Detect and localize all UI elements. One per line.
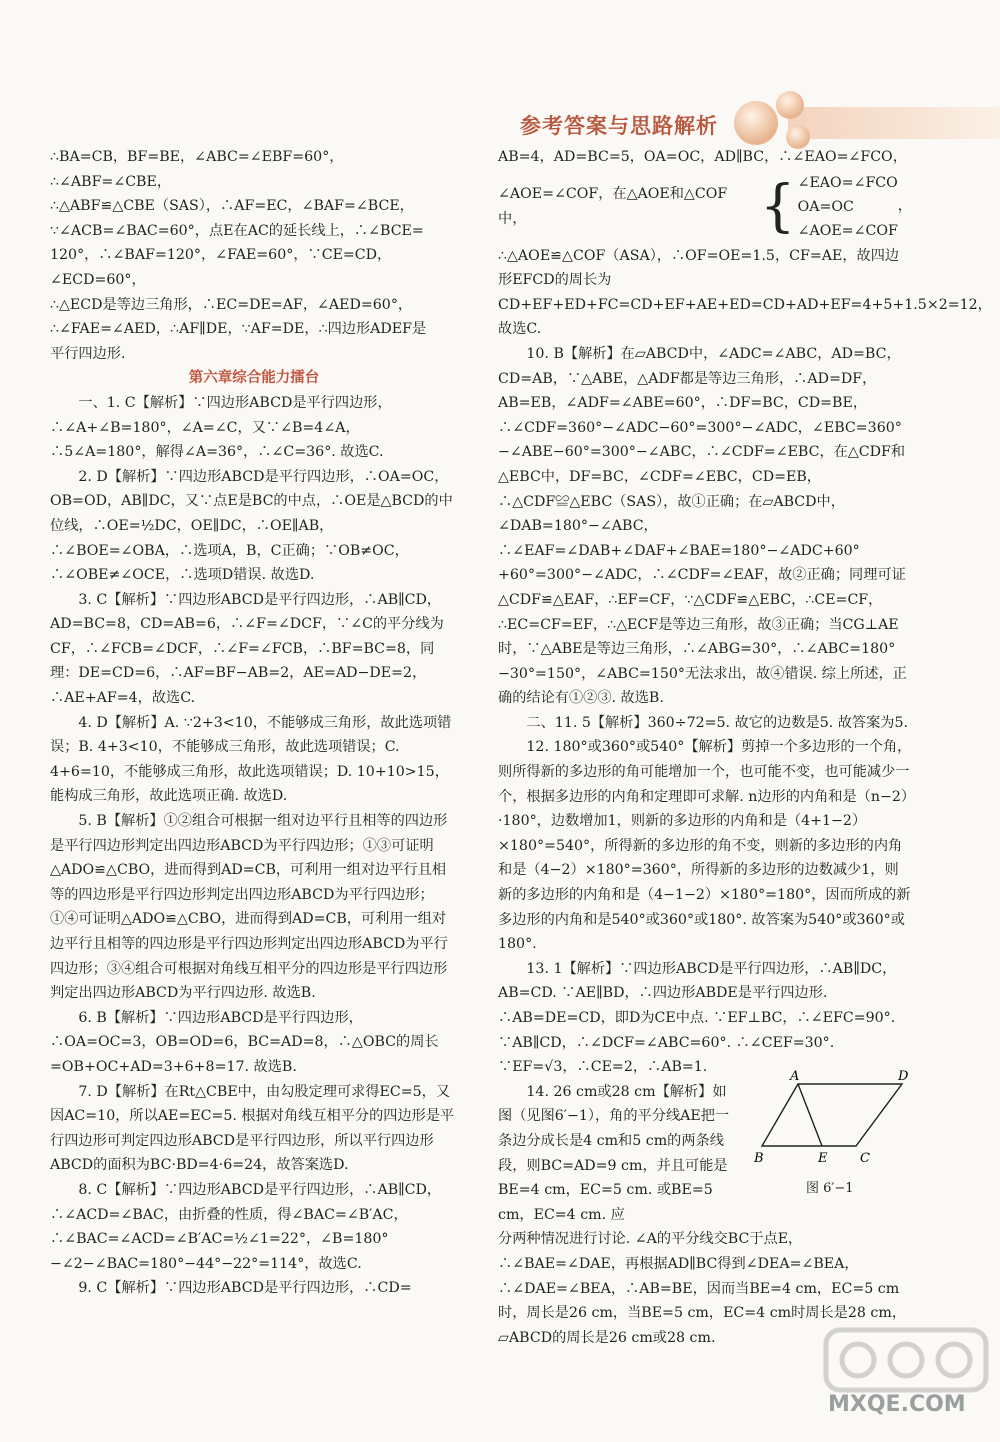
text-line: 120°，∴∠BAF=120°，∠FAE=60°，∵CE=CD，∠ECD=60°， <box>50 247 392 288</box>
watermark-text: MXQE.COM <box>828 1392 966 1417</box>
figure-caption: 图 6′−1 <box>806 1181 854 1196</box>
answer-2: 2. D【解析】∵四边形ABCD是平行四边形，∴OA=OC，OB=OD，AB∥DC，又∵点E是BC的中点，∴OE是△BCD的中位线，∴OE=½DC，OE∥DC，∴OE∥AB，∴∠BOE=∠OBA，∴选项A，B，C正确；∵OB≠OC，∴∠OBE≠∠OCE，∴选项D错误. 故选D. <box>50 468 453 584</box>
answer-1: 一、1. C【解析】∵四边形ABCD是平行四边形，∴∠A+∠B=180°，∠A=∠C，又∵∠B=4∠A，∴5∠A=180°，解得∠A=36°，∴∠C=36°. 故选C. <box>50 394 392 461</box>
answer-8: 8. C【解析】∵四边形ABCD是平行四边形，∴AB∥CD，∴∠ACD=∠BAC，由折叠的性质，得∠BAC=∠B′AC，∴∠BAC=∠ACD=∠B′AC=½∠1=22°，∠B=180°−∠2−∠BAC=180°−44°−22°=114°，故选C. <box>50 1181 442 1272</box>
answer-10: 10. B【解析】在▱ABCD中，∠ADC=∠ABC，AD=BC，CD=AB，∵△ABE，△ADF都是等边三角形，∴AD=DF，AB=EB，∠ADF=∠ABE=60°，∴DF=BC，CD=BE，∴∠CDF=360°−∠ADC−60°=300°−∠ADC，∠EBC=360°−∠ABE−60°=300°−∠ABC，∴∠CDF=∠EBC，在△CDF和△EBC中，DF=BC，∠CDF=∠EBC，CD=EB，∴△CDF≌△EBC（SAS），故①正确；在▱ABCD中，∠DAB=180°−∠ABC，∴∠EAF=∠DAB+∠DAF+∠BAE=180°−∠ADC+60°+60°=300°−∠ADC，∴∠CDF=∠EAF，故②正确；同理可证△CDF≌△EAF，∴EF=CF，∵△CDF≌△EBC，∴CE=CF，∴EC=CF=EF，∴△ECF是等边三角形，故③正确；当CG⊥AE时，∵△ABE是等边三角形，∴∠ABG=30°，∴∠ABC=180°−30°=150°，∠ABC=150°无法求出，故④错误. 综上所述，正确的结论有①②③. 故选B. <box>498 345 907 707</box>
answer-5: 5. B【解析】①②组合可根据一组对边平行且相等的四边形是平行四边形判定出四边形ABCD为平行四边形；①③可证明△ADO≌△CBO，进而得到AD=CB，可利用一组对边平行且相等的四边形是平行四边形判定出四边形ABCD为平行四边形；①④可证明△ADO≌△CBO，进而得到AD=CB，可利用一组对边平行且相等的四边形是平行四边形判定出四边形ABCD为平行四边形；③④组合可根据对角线互相平分的四边形是平行四边形判定出四边形ABCD为平行四边形. 故选B. <box>50 813 448 1002</box>
text-line: ∴BA=CB，BF=BE，∠ABC=∠EBF=60°，∴∠ABF=∠CBE， <box>50 149 344 190</box>
answer-6: 6. B【解析】∵四边形ABCD是平行四边形，∴OA=OC=3，OB=OD=6，BC=AD=8，∴△OBC的周长=OB+OC+AD=3+6+8=17. 故选B. <box>50 1009 439 1075</box>
answer-7: 7. D【解析】在Rt△CBE中，由勾股定理可求得EC=5，又因AC=10，所以AE=EC=5. 根据对角线互相平分的四边形是平行四边形可判定四边形ABCD是平行四边形，所以平行四边形ABCD的面积为BC·BD=4·6=24，故答案选D. <box>50 1083 455 1174</box>
answer-13: 13. 1【解析】∵四边形ABCD是平行四边形，∴AB∥DC，AB=CD. ∵AE∥BD，∴四边形ABDE是平行四边形. ∴AB=DE=CD，即D为CE中点. ∵EF⊥BC，∴∠EFC=90°. ∵AB∥CD，∴∠DCF=∠ABC=60°. ∴∠CEF=30°. ∵EF=√3，∴CE=2，∴AB=1. <box>498 960 897 1076</box>
text-line: ∴△ECD是等边三角形，∴EC=DE=AF，∠AED=60°， <box>50 296 413 313</box>
answer-9-start: 9. C【解析】∵四边形ABCD是平行四边形，∴CD= <box>78 1280 412 1297</box>
answer-12: 12. 180°或360°或540°【解析】剪掉一个多边形的一个角，则所得新的多边形的角可能增加一个，也可能不变，也可能减少一个，根据多边形的内角和定理即可求解. n边形的内角和是（n−2）·180°，边数增加1，则新的多边形的内角和是（4+1−2）×180°=540°，所得新的多边形的角不变，则新的多边形的内角和是（4−2）×180°=360°，所得新的多边形的边数减少1，则新的多边形的内角和是（4−1−2）×180°=180°，因而所成的新多边形的内角和是540°或360°或180°. 故答案为540°或360°或180°. <box>498 739 912 953</box>
left-column <box>50 145 458 1301</box>
answer-9-end: ∴△AOE≌△COF（ASA），∴OF=OE=1.5，CF=AE，故四边形EFCD的周长为CD+EF+ED+FC=CD+EF+AE+ED=CD+AD+EF=4+5+1.5×2=12，故选C. <box>498 247 992 338</box>
section-title: 第六章综合能力擂台 <box>188 370 320 387</box>
answer-4: 4. D【解析】A. ∵2+3<10，不能够成三角形，故此选项错误；B. 4+3<10，不能够成三角形，故此选项错误；C. 4+6=10，不能够成三角形，故此选项错误；D. 10+10>15，能构成三角形，故此选项正确. 故选D. <box>50 714 452 805</box>
answer-9-continued: AB=4，AD=BC=5，OA=OC，AD∥BC，∴∠EAO=∠FCO， <box>498 149 907 165</box>
parallelogram-shape <box>762 1084 902 1146</box>
equation: ∠AOE=∠COF <box>797 222 898 239</box>
text-line: ∵∠ACB=∠BAC=60°，点E在AC的延长线上，∴∠BCE= <box>50 222 424 239</box>
bisector-line <box>798 1084 822 1146</box>
answer-14-wrap: 14. 26 cm或28 cm【解析】如图（见图6′−1），角的平分线AE把一条边分成长是4 cm和5 cm的两条线段，则BC=AD=9 cm，并且可能是BE=4 cm，EC=5 cm. 或BE=5 cm，EC=4 cm. 应 <box>498 1083 730 1223</box>
brace: { <box>759 173 796 239</box>
label-b: B <box>754 1151 764 1166</box>
page-title: 参考答案与思路解析 <box>520 114 718 138</box>
equation: ∠EAO=∠FCO <box>797 174 898 191</box>
label-a: A <box>790 1069 800 1084</box>
answer-3: 3. C【解析】∵四边形ABCD是平行四边形，∴AB∥CD，AD=BC=8，CD=AB=6，∴∠F=∠DCF，∵∠C的平分线为CF，∴∠FCB=∠DCF，∴∠F=∠FCB，∴BF=BC=8，同理：DE=CD=6，∴AF=BF−AB=2，AE=AD−DE=2，∴AE+AF=4，故选C. <box>50 591 444 707</box>
equation-system <box>798 171 898 243</box>
text-line: 平行四边形. <box>50 345 126 362</box>
system-lead: ∠AOE=∠COF，在△AOE和△COF中， <box>498 186 728 227</box>
equation: OA=OC <box>797 198 854 215</box>
system-trail: ， <box>897 198 912 215</box>
label-c: C <box>860 1151 870 1166</box>
answer-14-rest: 分两种情况进行讨论. ∠A的平分线交BC于点E，∴∠BAE=∠DAE，再根据AD∥BC得到∠DEA=∠BEA，∴∠DAE=∠BEA，∴AB=BE，因而当BE=4 cm，EC=5 cm时，周长是26 cm，当BE=5 cm，EC=4 cm时周长是28 cm，▱ABCD的周长是26 cm或28 cm. <box>498 1231 907 1346</box>
answer-11: 二、11. 5【解析】360÷72=5. 故它的边数是5. 故答案为5. <box>526 714 909 731</box>
label-d: D <box>898 1069 909 1084</box>
watermark-logo-icon <box>818 1320 998 1440</box>
page-header <box>0 40 1000 138</box>
label-e: E <box>818 1151 828 1166</box>
text-line: ∴△ABF≌△CBE（SAS），∴AF=EC，∠BAF=∠BCE， <box>50 198 414 215</box>
equation-system-row <box>498 170 912 244</box>
text-line: ∴∠FAE=∠AED，∴AF∥DE，∵AF=DE，∴四边形ADEF是 <box>50 321 427 338</box>
